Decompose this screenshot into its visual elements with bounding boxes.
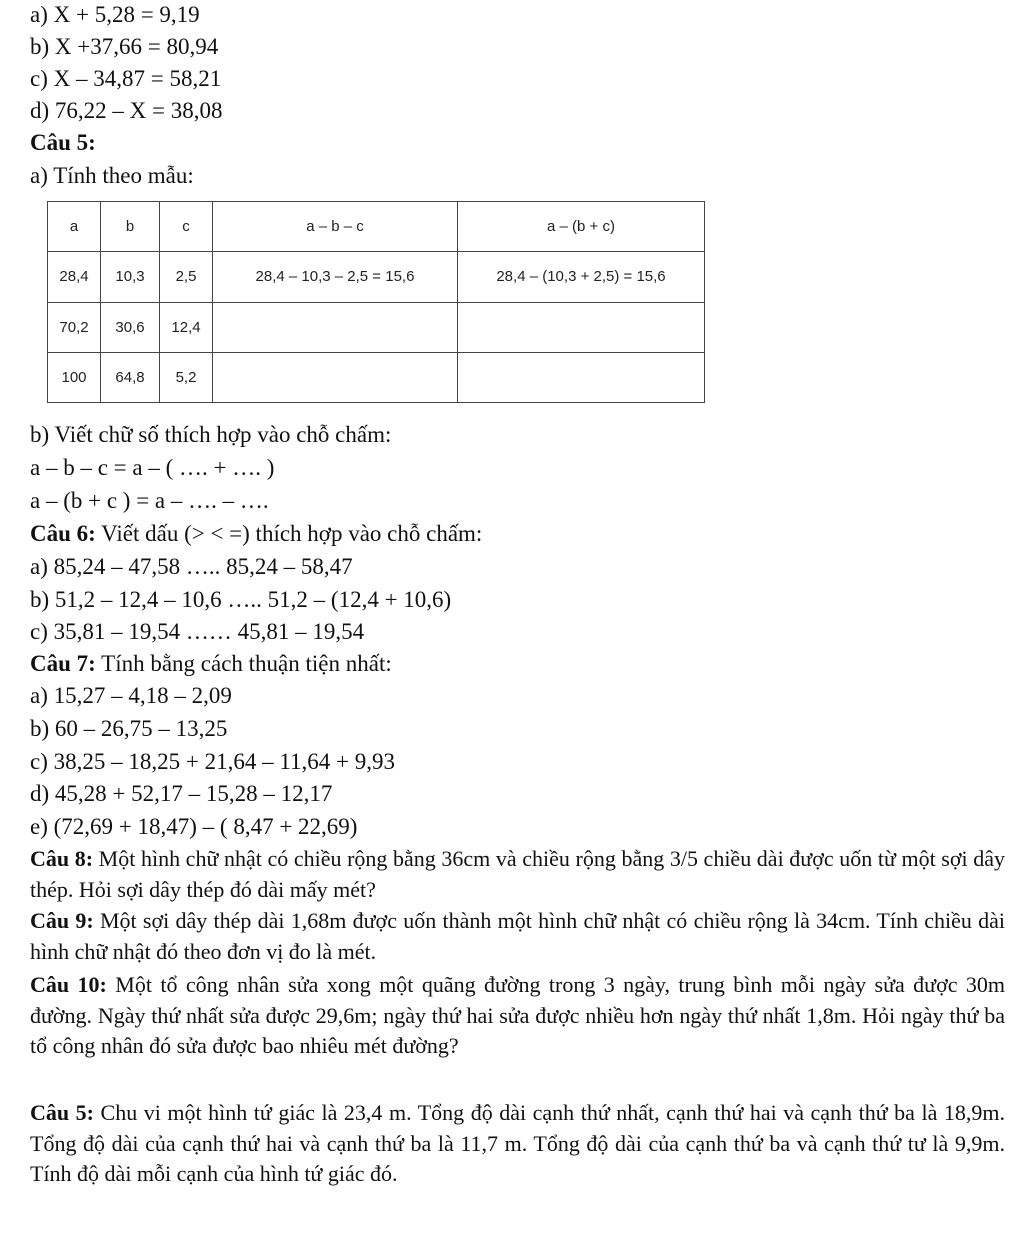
table-cell: 5,2	[160, 352, 213, 402]
question-7-item-b: b) 60 – 26,75 – 13,25	[30, 716, 228, 741]
question-9-label: Câu 9:	[30, 908, 94, 933]
table-cell	[458, 352, 705, 402]
table-header-cell: a – b – c	[213, 202, 458, 252]
question-8-text: Một hình chữ nhật có chiều rộng bằng 36cm và chiều rộng bằng 3/5 chiều dài được uốn từ một sợi dây thép. Hỏi sợi dây thép đó dài mấy mét?	[30, 846, 1005, 902]
question-7-item-e: e) (72,69 + 18,47) – ( 8,47 + 22,69)	[30, 814, 358, 839]
question-5-heading: Câu 5:	[30, 130, 96, 155]
question-9	[30, 906, 1005, 967]
table-header-cell: c	[160, 202, 213, 252]
question-5-b-line-1: a – b – c = a – ( …. + …. )	[30, 455, 275, 480]
question-7-text: Tính bằng cách thuận tiện nhất:	[95, 651, 392, 676]
question-10-text: Một tổ công nhân sửa xong một quãng đường trong 3 ngày, trung bình mỗi ngày sửa được 30m đường. Ngày thứ nhất sửa được 29,6m; ngày thứ hai sửa được nhiều hơn ngày thứ nhất 1,8m. Hỏi ngày thứ ba tổ công nhân đó sửa được bao nhiêu mét đường?	[30, 972, 1005, 1058]
question-7-item-d: d) 45,28 + 52,17 – 15,28 – 12,17	[30, 781, 333, 806]
question-6-text: Viết dấu (> < =) thích hợp vào chỗ chấm:	[95, 521, 483, 546]
table-cell	[458, 302, 705, 352]
table-cell: 10,3	[101, 252, 160, 302]
table-header-cell: b	[101, 202, 160, 252]
question-9-text: Một sợi dây thép dài 1,68m được uốn thành một hình chữ nhật có chiều rộng là 34cm. Tính chiều dài hình chữ nhật đó theo đơn vị đo là mét.	[30, 908, 1006, 964]
table-header-cell: a – (b + c)	[458, 202, 705, 252]
equation-d: d) 76,22 – X = 38,08	[30, 98, 223, 123]
table-cell: 28,4 – 10,3 – 2,5 = 15,6	[213, 252, 458, 302]
question-7-item-a: a) 15,27 – 4,18 – 2,09	[30, 683, 232, 708]
equation-c: c) X – 34,87 = 58,21	[30, 66, 222, 91]
question-8	[30, 844, 1005, 905]
table-row	[48, 252, 705, 302]
question-6-label: Câu 6:	[30, 521, 96, 546]
table-row	[48, 302, 705, 352]
table-cell	[213, 352, 458, 402]
example-table	[47, 201, 705, 403]
equation-b: b) X +37,66 = 80,94	[30, 34, 219, 59]
table-header-cell: a	[48, 202, 101, 252]
table-cell: 28,4	[48, 252, 101, 302]
table-cell: 2,5	[160, 252, 213, 302]
table-cell: 100	[48, 352, 101, 402]
table-cell	[213, 302, 458, 352]
equation-a: a) X + 5,28 = 9,19	[30, 2, 200, 27]
table-cell: 70,2	[48, 302, 101, 352]
question-7-item-c: c) 38,25 – 18,25 + 21,64 – 11,64 + 9,93	[30, 749, 395, 774]
question-5-quadrilateral-text: Chu vi một hình tứ giác là 23,4 m. Tổng độ dài cạnh thứ nhất, cạnh thứ hai và cạnh thứ ba là 18,9m. Tổng độ dài của cạnh thứ hai và cạnh thứ ba là 11,7 m. Tổng độ dài của cạnh thứ ba và cạnh thứ tư là 9,9m. Tính độ dài mỗi cạnh của hình tứ giác đó.	[30, 1100, 1005, 1186]
table-cell: 12,4	[160, 302, 213, 352]
table-cell: 30,6	[101, 302, 160, 352]
table-cell: 28,4 – (10,3 + 2,5) = 15,6	[458, 252, 705, 302]
question-6-item-b: b) 51,2 – 12,4 – 10,6 ….. 51,2 – (12,4 + 10,6)	[30, 587, 452, 612]
question-5-quadrilateral	[30, 1098, 1005, 1190]
question-5-b-line-2: a – (b + c ) = a – …. – ….	[30, 488, 269, 513]
question-5-quadrilateral-label: Câu 5:	[30, 1100, 94, 1125]
question-6-item-a: a) 85,24 – 47,58 ….. 85,24 – 58,47	[30, 554, 353, 579]
question-10-label: Câu 10:	[30, 972, 107, 997]
table-cell: 64,8	[101, 352, 160, 402]
question-7-label: Câu 7:	[30, 651, 96, 676]
question-6-item-c: c) 35,81 – 19,54 …… 45,81 – 19,54	[30, 619, 365, 644]
question-5-part-b: b) Viết chữ số thích hợp vào chỗ chấm:	[30, 422, 392, 447]
question-7-heading	[30, 650, 392, 678]
question-6-heading	[30, 520, 482, 548]
question-5-part-a: a) Tính theo mẫu:	[30, 163, 194, 188]
question-8-label: Câu 8:	[30, 846, 94, 871]
table-header-row	[48, 202, 705, 252]
table-row	[48, 352, 705, 402]
question-10	[30, 970, 1005, 1062]
